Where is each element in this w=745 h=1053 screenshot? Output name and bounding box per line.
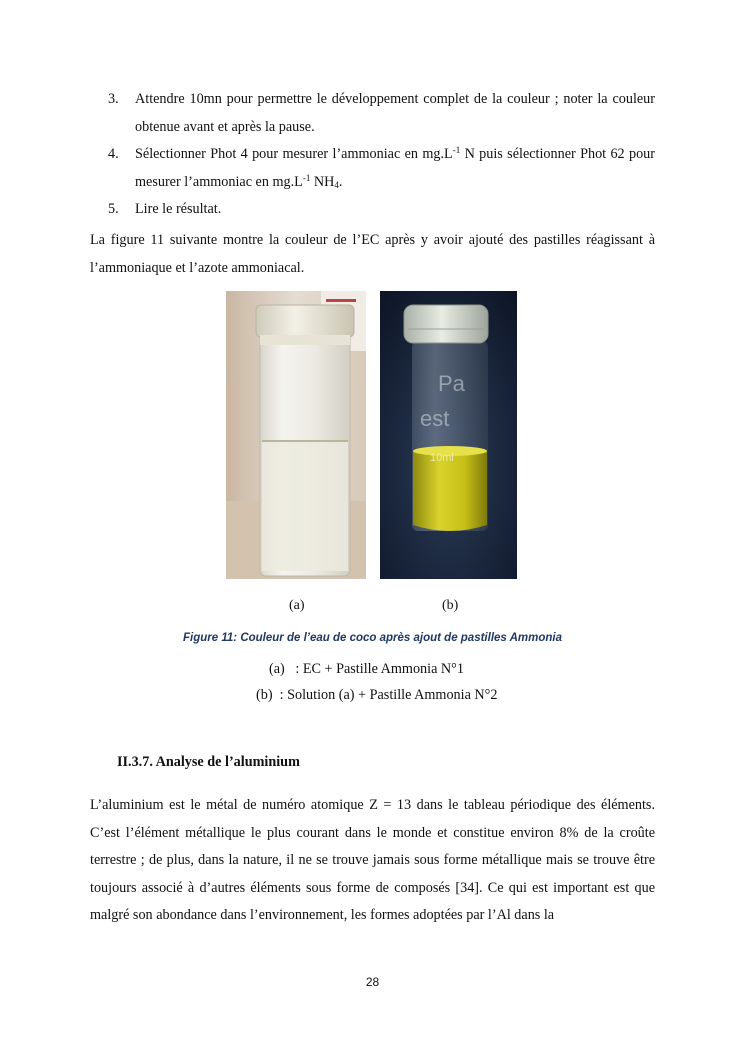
superscript: -1 [302, 172, 311, 183]
step-item [108, 141, 655, 196]
figure-label-a: (a) [289, 598, 305, 613]
vial-print-3: 10ml [430, 452, 454, 464]
subscript: 4 [334, 179, 339, 190]
step-text-part: Sélectionner Phot 4 pour mesurer l’ammoniac en mg.L [135, 146, 453, 162]
photo-vial-b [380, 291, 517, 579]
aluminium-paragraph: L’aluminium est le métal de numéro atomique Z = 13 dans le tableau périodique des éléments. C’est l’élément métallique le plus courant dans le monde et constitue environ 8% de la croûte terrestre ; de plus, dans la nature, il ne se trouve jamais sous forme métallique mais se trouve être toujours associé à d’autres éléments sous forme de composés [34]. Ce qui est important est que malgré son abondance dans l’environnement, les formes adoptées par l’Al dans la [90, 797, 655, 923]
intro-paragraph: La figure 11 suivante montre la couleur de l’EC après y avoir ajouté des pastilles réagissant à l’ammoniaque et l’azote ammoniacal. [90, 232, 655, 276]
vial-print-1: Pa [438, 371, 465, 396]
step-number: 4. [108, 146, 119, 162]
superscript: -1 [452, 145, 461, 155]
page-number: 28 [365, 975, 380, 989]
step-text-part: NH [310, 173, 335, 190]
figure-caption: Figure 11: Couleur de l’eau de coco après ajout de pastilles Ammonia [183, 632, 562, 644]
step-text-part: . [338, 173, 343, 190]
step-text-part: N puis sélectionner Phot 62 pour mesurer l’ammoniac en mg.L [135, 146, 656, 190]
step-number: 5. [108, 201, 119, 217]
step-item [108, 86, 655, 141]
vial-print-2: est [420, 406, 450, 431]
vial-b-illustration [380, 291, 517, 579]
step-text: Attendre 10mn pour permettre le développement complet de la couleur ; noter la couleur obtenue avant et après la pause. [135, 91, 655, 135]
procedure-steps [108, 86, 655, 224]
figure-legend-a: (a) : EC + Pastille Ammonia N°1 [269, 661, 464, 677]
section-heading: II.3.7. Analyse de l’aluminium [117, 754, 300, 770]
vial-a-illustration [226, 291, 366, 579]
step-text: Lire le résultat. [135, 201, 222, 217]
photo-vial-a [226, 291, 366, 579]
figure-label-b: (b) [442, 598, 459, 613]
step-number: 3. [108, 91, 119, 107]
step-item [108, 196, 655, 224]
figure-legend-b: (b) : Solution (a) + Pastille Ammonia N°2 [256, 687, 498, 703]
